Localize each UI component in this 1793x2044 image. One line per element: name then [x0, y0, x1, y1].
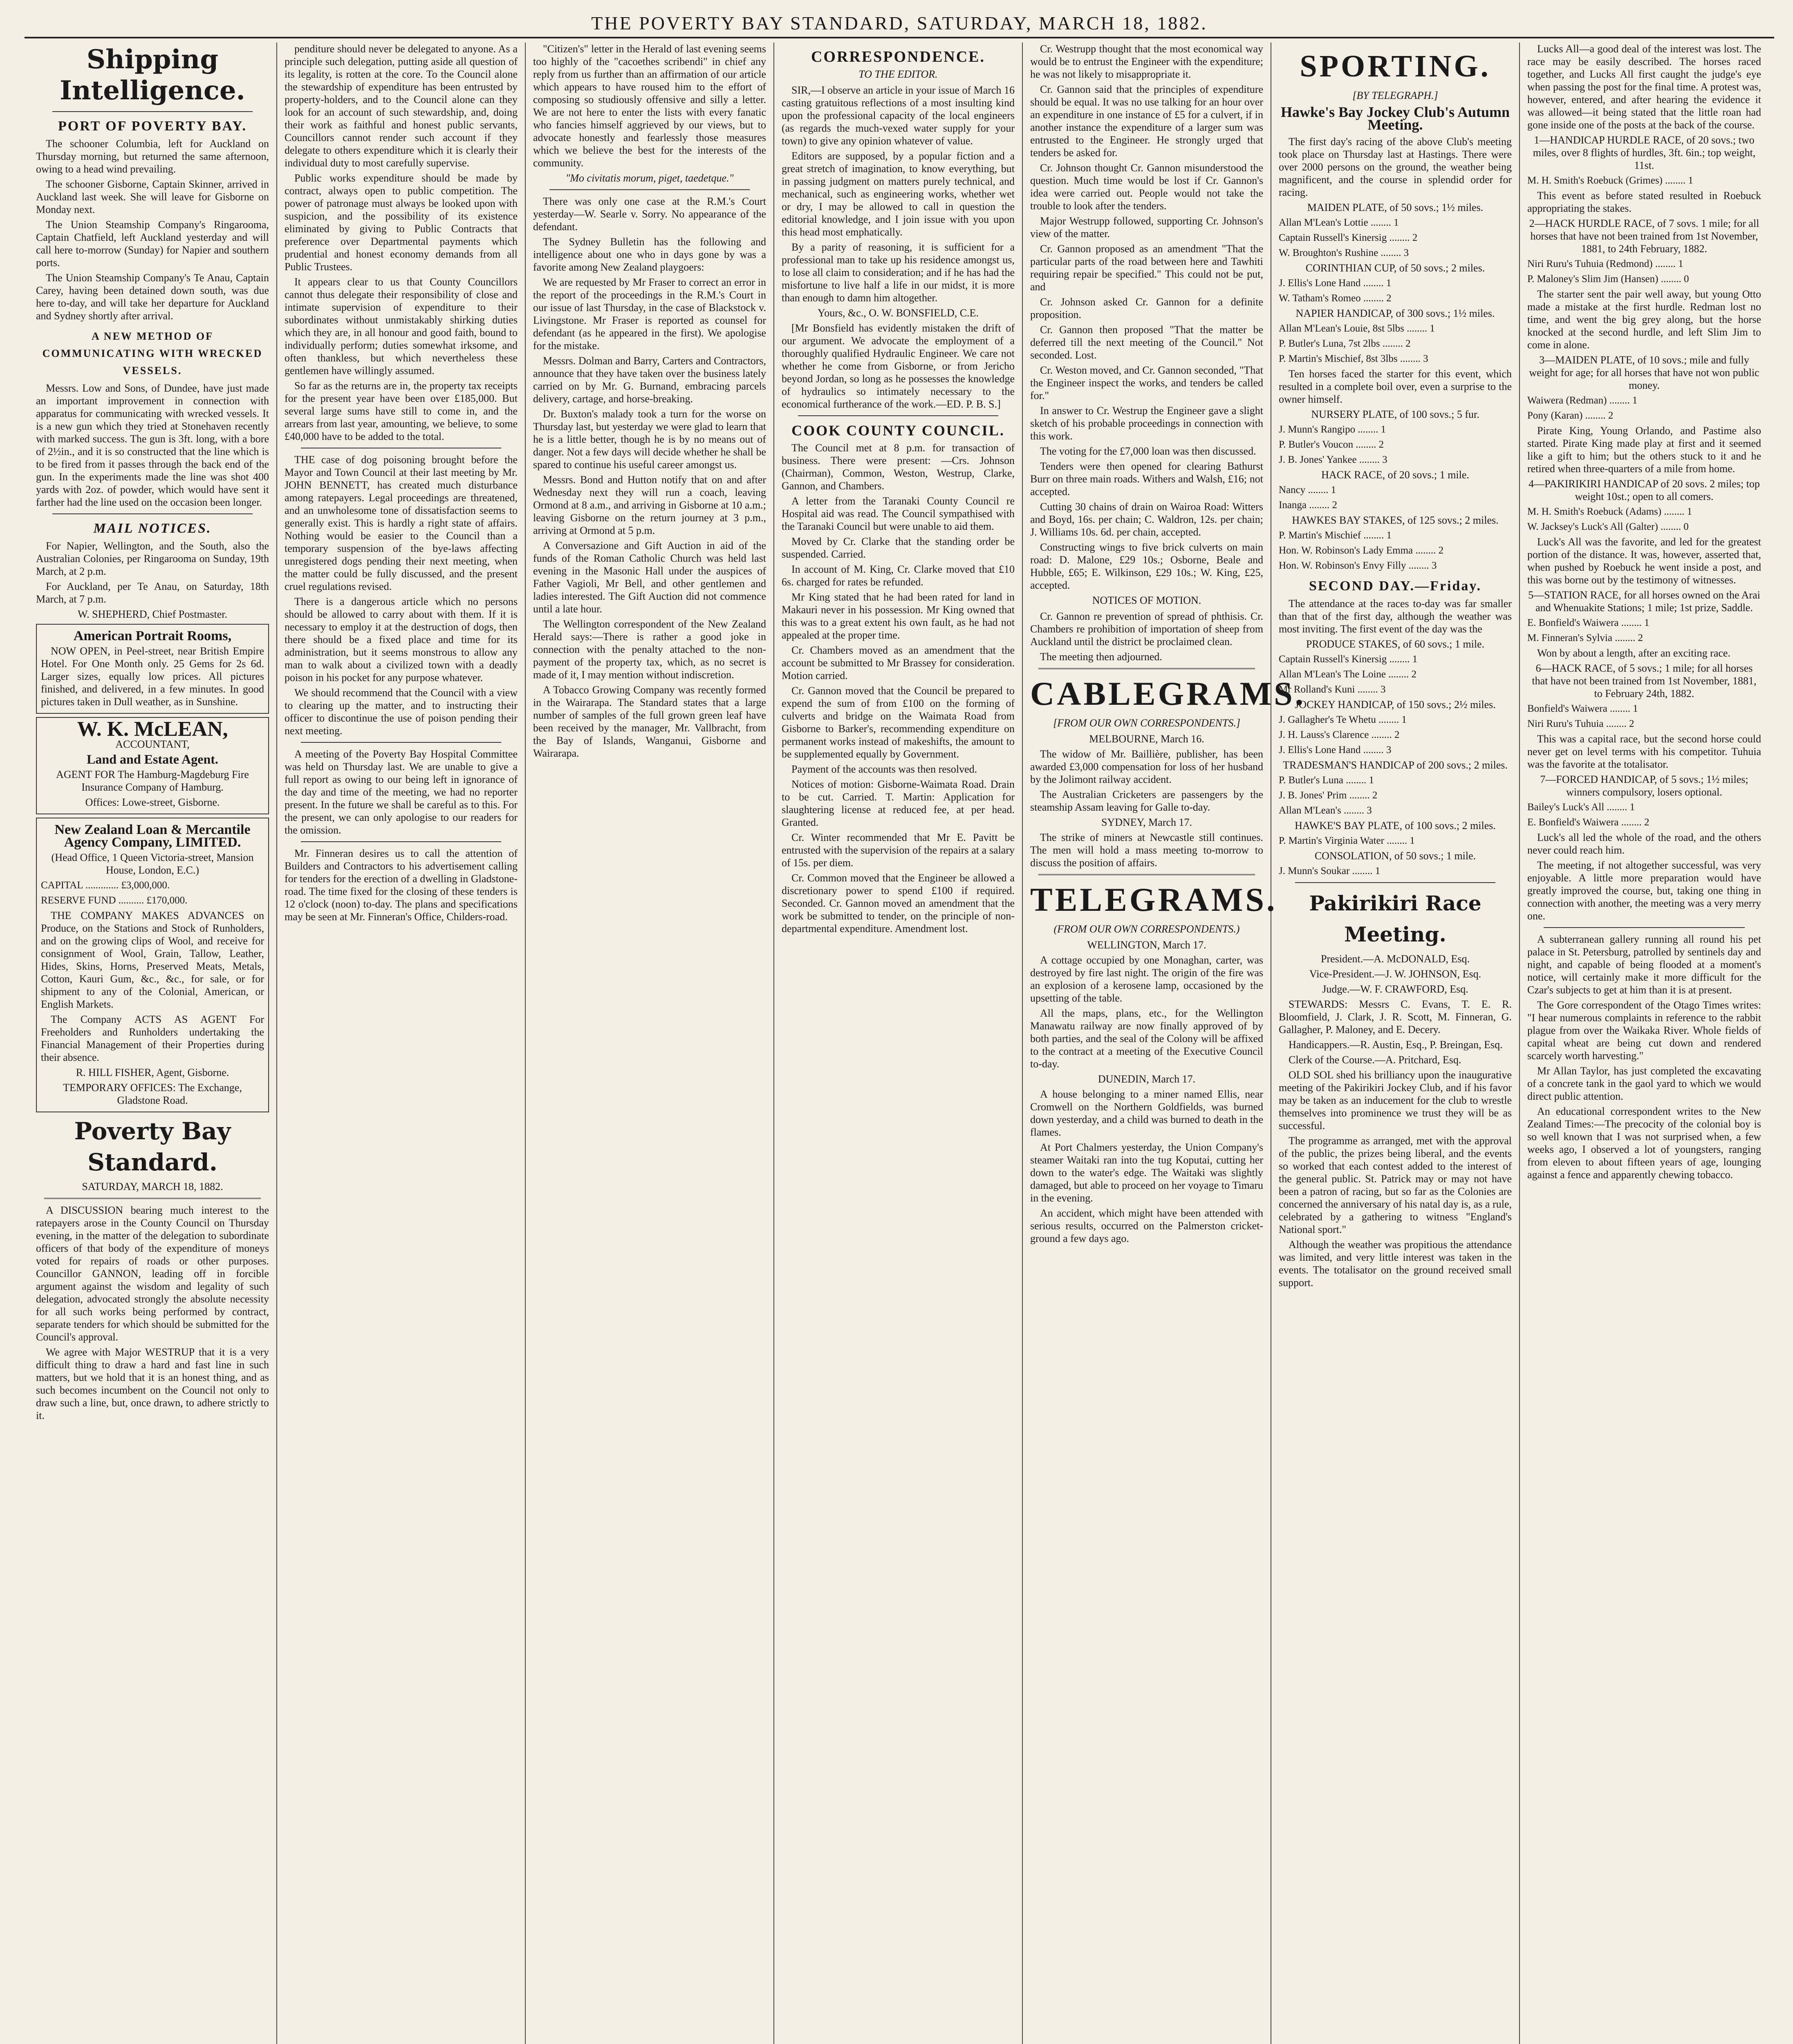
hospital-paragraph: A meeting of the Poverty Bay Hospital Committee was held on Thursday last. We are unable to give a full report as owing to our being left in ignorance of the day and time of the meeting, we had no reporter present. In the future we shall be careful as to this. For the present, we can only apologise to our readers for the omission.	[285, 748, 518, 836]
cable-paragraph: The widow of Mr. Baillière, publisher, has been awarded £3,000 compensation for loss of her husband by the Jolimont railway accident.	[1030, 748, 1263, 785]
column-1	[29, 43, 277, 2044]
council-paragraph: The meeting then adjourned.	[1040, 651, 1162, 663]
cable-paragraph: The Australian Cricketers are passengers by the steamship Assam leaving for Galle to-day.	[1030, 789, 1263, 813]
council-paragraph: Payment of the accounts was then resolved.	[791, 763, 977, 775]
council-paragraph: Constructing wings to five brick culverts on main road: D. Malone, £29 10s.; Osborne, Beale and Hubble, £65; E. Wilkinson, £29 10s.; W. King, £25, accepted.	[1030, 541, 1263, 591]
editor-reply: [Mr Bonsfield has evidently mistaken the drift of our argument. We advocate the employment of a thoroughly qualified Hydraulic Engineer. We care not whether he come from Gisborne, or from Jericho beyond Jordan, so long as he possesses the knowledge of hydraulics so intimately necessary to the economical furtherance of the work.—ED. P. B. S.]	[782, 322, 1015, 410]
telegrams-subheading: (FROM OUR OWN CORRESPONDENTS.)	[1053, 923, 1240, 935]
race-paragraph: Ten horses faced the starter for this event, which resulted in a complete boil over, even a surprise to the owner himself.	[1279, 368, 1512, 405]
race-paragraph: The meeting, if not altogether successful, was very enjoyable. A little more preparation would have greatly improved the course, but, taking one thing in connection with another, the meeting was a very merry one.	[1527, 859, 1761, 922]
race-title: 5—STATION RACE, for all horses owned on the Arai and Whenuakite Stations; 1 mile; 1st prize, Saddle.	[1528, 589, 1760, 614]
portrait-ad-title: American Portrait Rooms,	[73, 628, 232, 643]
race-result: E. Bonfield's Waiwera ........ 2	[1527, 817, 1650, 828]
council-paragraph: Cr. Weston moved, and Cr. Gannon seconded, "That the Engineer inspect the works, and tenders be called for."	[1030, 364, 1263, 401]
council-paragraph: Major Westrupp followed, supporting Cr. Johnson's view of the matter.	[1030, 215, 1263, 240]
mail-notices-heading: MAIL NOTICES.	[93, 521, 212, 536]
sporting-heading: SPORTING.	[1300, 49, 1491, 83]
race-result: Captain Russell's Kinersig ........ 2	[1279, 232, 1418, 243]
race-result: Pony (Karan) ........ 2	[1527, 410, 1614, 421]
race-paragraph: This was a capital race, but the second horse could never get on level terms with his competitor. Tuhuia was the favorite at the totalisator.	[1527, 733, 1761, 770]
race-result: Allan M'Lean's The Loine ........ 2	[1279, 669, 1416, 680]
mail-signature: W. SHEPHERD, Chief Postmaster.	[78, 608, 227, 620]
race-title: 6—HACK RACE, of 5 sovs.; 1 mile; for all horses that have not been trained from 1st November, 1881, to February 24th, 1882.	[1532, 662, 1757, 699]
mclean-ad-subtitle: Land and Estate Agent.	[87, 752, 218, 766]
race-paragraph: Won by about a length, after an exciting race.	[1537, 647, 1730, 659]
shipping-paragraph: The Union Steamship Company's Te Anau, Captain Carey, having been detained down south, was due here to-day, and will take her departure for Auckland and Sydney shortly after arrival.	[36, 272, 269, 322]
race-title: HAWKES BAY STAKES, of 125 sovs.; 2 miles.	[1292, 514, 1499, 526]
race-result: J. Munn's Rangipo ........ 1	[1279, 424, 1386, 435]
dog-poisoning-paragraph: There is a dangerous article which no persons should be allowed to carry about with them. If it is necessary to employ it at the destruction of dogs, then there should be a fixed place and time for its administration, but it seems monstrous to allow any man to walk about a civilized town with a deadly poison in his pocket for any purpose whatever.	[285, 596, 518, 684]
race-result: P. Martin's Mischief, 8st 3lbs ........ 3	[1279, 353, 1428, 364]
hawkes-bay-heading: Hawke's Bay Jockey Club's Autumn Meeting.	[1280, 104, 1510, 133]
council-paragraph: Cr. Gannon proposed as an amendment "That the particular parts of the road between here and Tawhiti requiring repair be specified." This could not be put, and	[1030, 243, 1263, 293]
shipping-paragraph: The schooner Columbia, left for Auckland on Thursday morning, but returned the same afternoon, owing to a head wind prevailing.	[36, 138, 269, 175]
news-paragraph: An educational correspondent writes to the New Zealand Times:—The precocity of the colonial boy is so well known that I was not surprised when, a few weeks ago, I observed a lot of youngsters, ranging from eleven to about fifteen years of age, lounging against a fence and apparently chewing tobacco.	[1527, 1105, 1761, 1181]
race-result: Allan M'Lean's ........ 3	[1279, 805, 1372, 816]
race-paragraph: Lucks All—a good deal of the interest was lost. The race may be easily described. The horses raced together, and Lucks All first caught the judge's eye when passing the post for the final time. A protest was, however, entered, and after hearing the evidence it was allowed—it being stated that the little roan had gone inside one of the posts at the back of the course.	[1527, 43, 1761, 131]
council-paragraph: Moved by Cr. Clarke that the standing order be suspended. Carried.	[782, 536, 1015, 560]
race-result: Hon. W. Robinson's Envy Filly ........ 3	[1279, 560, 1437, 571]
newspaper-columns	[29, 43, 1770, 2044]
divider	[1038, 668, 1255, 669]
column-3	[526, 43, 774, 2044]
council-paragraph: Cr. Gannon moved that the Council be prepared to expend the sum of from £100 on the forming of culverts and bridge on the Waimata Road from Gisborne to Barker's, recommending expenditure on permanent works instead of makeshifts, the amount to be supplemented equally by Government.	[782, 685, 1015, 760]
nzloan-ad-title: New Zealand Loan & Mercantile Agency Company, LIMITED.	[54, 822, 251, 850]
race-result: Mr Rolland's Kuni ........ 3	[1279, 684, 1386, 695]
council-paragraph: Cr. Gannon re prevention of spread of phthisis. Cr. Chambers re prohibition of importation of sheep from Auckland until the district be proclaimed clean.	[1030, 610, 1263, 648]
tenders-paragraph: Mr. Finneran desires us to call the attention of Builders and Contractors to his advertisement calling for tenders for the erection of a dwelling in Gladstone-road. The time fixed for the closing of these tenders is 12 o'clock (noon) to-day. The plans and specifications may be seen at Mr. Finneran's Office, Childers-road.	[285, 847, 518, 923]
race-result: P. Maloney's Slim Jim (Hansen) ........ 0	[1527, 273, 1689, 285]
letter-paragraph: SIR,—I observe an article in your issue of March 16 casting gratuitous reflections of a most insulting kind upon the professional capacity of the local engineers (as regards the much-vexed water supply for your town) to give any opinion whatever of value.	[782, 84, 1015, 147]
divider	[52, 513, 253, 514]
officer-line: Judge.—W. F. CRAWFORD, Esq.	[1322, 983, 1468, 995]
council-paragraph: A letter from the Taranaki County Council re Hospital aid was read. The Council sympathised with the Taranaki Council but were unable to aid them.	[782, 495, 1015, 532]
editorial-paragraph: penditure should never be delegated to anyone. As a principle such delegation, putting aside all question of its legality, is rotten at the core. To the Council alone the stewardship of expenditure has been entrusted by property-holders, and to the Council alone can they look for an account of such stewardship, and, doing their work as faithful and honest public servants, Councillors cannot render such account if they delegate to others expenditure which it is clearly their individual duty to most carefully supervise.	[285, 43, 518, 169]
wrecked-paragraph: Messrs. Low and Sons, of Dundee, have just made an important improvement in connection with apparatus for communicating with wrecked vessels. It is a new gun which they tried at Stonehaven recently with marked success. The gun is 3ft. long, with a bore of 2½in., and it is so constructed that the line which is to be fired from it passes through the back end of the gun. In the experiments made the line was shot 400 yards with 2oz. of powder, which would have sent it farther had the line used on the occasion been longer.	[36, 382, 269, 508]
race-result: Niri Ruru's Tuhuia (Redmond) ........ 1	[1527, 258, 1683, 269]
mclean-ad-subtitle: ACCOUNTANT,	[115, 738, 190, 750]
dog-poisoning-paragraph: THE case of dog poisoning brought before the Mayor and Town Council at their last meeting by Mr. JOHN BENNETT, has created much disturbance among ratepayers. Legal proceedings are threatened, and an unwholesome tone of dissatisfaction seems to generally exist. This is hardly a right state of affairs. Nothing would be easier to the Council than a temporary suspension of the bye-laws affecting unregistered dogs pending their next meeting, when the matter could be fully discussed, and the present cruel regulations revised.	[285, 454, 518, 592]
telegram-paragraph: A house belonging to a miner named Ellis, near Cromwell on the Northern Goldfields, was burned down yesterday, and a child was burned to death in the flames.	[1030, 1088, 1263, 1138]
race-result: P. Martin's Mischief ........ 1	[1279, 530, 1392, 541]
race-result: Niri Ruru's Tuhuia ........ 2	[1527, 718, 1634, 729]
race-result: P. Butler's Luna ........ 1	[1279, 775, 1374, 786]
news-paragraph: A Tobacco Growing Company was recently formed in the Wairarapa. The Standard states that a large number of samples of the full grown green leaf have been received by the manager, Mr. Vallbracht, from the Bay of Islands, Wanganui, Gisborne and Wairarapa.	[533, 684, 766, 759]
telegram-paragraph: An accident, which might have been attended with serious results, occurred on the Palmerston cricket-ground a few days ago.	[1030, 1207, 1263, 1244]
telegram-paragraph: At Port Chalmers yesterday, the Union Company's steamer Waitaki ran into the tug Koputai, cutting her down to the water's edge. The Waitaki was slightly damaged, but able to proceed on her voyage to Timaru in the evening.	[1030, 1141, 1263, 1204]
shipping-paragraph: The schooner Gisborne, Captain Skinner, arrived in Auckland last week. She will leave for Gisborne on Monday next.	[36, 178, 269, 215]
mail-paragraph: For Napier, Wellington, and the South, also the Australian Colonies, per Ringarooma on Sunday, 19th March, at 2 p.m.	[36, 540, 269, 577]
divider	[1038, 874, 1255, 875]
race-result: W. Broughton's Rushine ........ 3	[1279, 247, 1409, 258]
news-paragraph: Messrs. Bond and Hutton notify that on and after Wednesday next they will run a coach, leaving Ormond at 8 a.m., and arriving in Gisborne at 10 a.m.; leaving Gisborne on the return journey at 3 p.m., arriving at Ormond at 5 p.m.	[533, 474, 766, 536]
council-paragraph: The voting for the £7,000 loan was then discussed.	[1040, 445, 1256, 457]
council-heading: COOK COUNTY COUNCIL.	[791, 422, 1005, 439]
race-result: J. Munn's Soukar ........ 1	[1279, 865, 1381, 876]
council-paragraph: Cutting 30 chains of drain on Wairoa Road: Witters and Boyd, 16s. per chain; C. Waldron, 12s. per chain; J. Williams 10s. 6d. per chain, accepted.	[1030, 501, 1263, 538]
divider	[549, 189, 750, 190]
council-paragraph: Cr. Common moved that the Engineer be allowed a discretionary power to spend £100 if required. Seconded. Cr. Gannon moved an amendment that the work be submitted to tender, on the principle of non-departmental expenditure. Amendment lost.	[782, 872, 1015, 935]
race-title: PRODUCE STAKES, of 60 sovs.; 1 mile.	[1306, 638, 1485, 650]
portrait-advertisement	[36, 624, 269, 714]
nzloan-reserve: RESERVE FUND .......... £170,000.	[41, 895, 188, 906]
race-result: Inanga ........ 2	[1279, 500, 1338, 511]
race-result: W. Jacksey's Luck's All (Galter) ........ 0	[1527, 521, 1689, 532]
officer-line: Vice-President.—J. W. JOHNSON, Esq.	[1309, 968, 1481, 980]
council-paragraph: Tenders were then opened for clearing Bathurst Burr on three main roads. Withers and Walsh, £16; not accepted.	[1030, 460, 1263, 498]
sporting-subheading: [BY TELEGRAPH.]	[1352, 90, 1438, 101]
race-paragraph: The first day's racing of the above Club's meeting took place on Thursday last at Hastings. There were over 2000 persons on the ground, the weather being magnificent, and the course in splendid order for racing.	[1279, 136, 1512, 198]
nzloan-paragraph: The Company ACTS AS AGENT For Freeholders and Runholders undertaking the Financial Management of their Properties during their absence.	[41, 1013, 264, 1063]
officer-line: President.—A. McDONALD, Esq.	[1321, 953, 1470, 965]
race-title: HACK RACE, of 20 sovs.; 1 mile.	[1321, 469, 1469, 481]
portrait-ad-text: NOW OPEN, in Peel-street, near British Empire Hotel. For One Month only. 25 Gems for 2s 6d. Larger sizes, equally low prices. All pictures finished, and delivered, in a few minutes. In good pictures taken in Dull weather, as in Sunshine.	[41, 645, 264, 708]
telegram-paragraph: A cottage occupied by one Monaghan, carter, was destroyed by fire last night. The origin of the fire was an explosion of a kerosene lamp, occasioned by the upsetting of the table.	[1030, 954, 1263, 1004]
council-paragraph: Cr. Gannon said that the principles of expenditure should be equal. It was no use talking for an hour over an expenditure in one instance of £5 for a culvert, if in another instance the expenditure of a larger sum was entrusted to the Engineer. He strongly urged that tenders be asked for.	[1030, 83, 1263, 159]
council-paragraph: Cr. Winter recommended that Mr E. Pavitt be entrusted with the supervision of the repairs at a salary of 15s. per diem.	[782, 831, 1015, 869]
race-title: CONSOLATION, of 50 sovs.; 1 mile.	[1314, 850, 1476, 862]
mclean-advertisement	[36, 717, 269, 814]
race-paragraph: Luck's all led the whole of the road, and the others never could reach him.	[1527, 831, 1761, 856]
race-title: TRADESMAN'S HANDICAP of 200 sovs.; 2 miles.	[1283, 759, 1508, 771]
mclean-ad-agent: AGENT FOR The Hamburg-Magdeburg Fire Insurance Company of Hamburg.	[56, 769, 249, 793]
officer-line: STEWARDS: Messrs C. Evans, T. E. R. Bloomfield, J. Clark, J. R. Scott, M. Finneran, G. Gallagher, P. Maloney, and E. Decery.	[1279, 998, 1512, 1035]
council-paragraph: Cr. Westrupp thought that the most economical way would be to entrust the Engineer with the expenditure; he was not likely to misappropriate it.	[1030, 43, 1263, 80]
dateline: WELLINGTON, March 17.	[1087, 939, 1206, 951]
race-result: Nancy ........ 1	[1279, 484, 1336, 495]
dateline: DUNEDIN, March 17.	[1098, 1073, 1196, 1085]
editorial-paragraph: A DISCUSSION bearing much interest to the ratepayers arose in the County Council on Thursday evening, in the matter of the delegation to subordinate officers of that body of the expenditure of moneys voted for repairs of roads or other purposes. Councillor GANNON, leading off in forcible argument against the wisdom and legality of such delegation, advocated strongly the absolute necessity for all such works being performed by contract, separate tenders for which should be submitted for the Council's approval.	[36, 1204, 269, 1343]
race-result: W. Tatham's Romeo ........ 2	[1279, 293, 1392, 304]
telegram-paragraph: All the maps, plans, etc., for the Wellington Manawatu railway are now finally approved of by both parties, and the seal of the Colony will be affixed to the contract at a meeting of the Executive Council to-day.	[1030, 1007, 1263, 1070]
letter-signature: Yours, &c., O. W. BONSFIELD, C.E.	[818, 307, 979, 319]
correspondence-heading: CORRESPONDENCE.	[811, 48, 986, 65]
cable-paragraph: The strike of miners at Newcastle still continues. The men will hold a mass meeting to-morrow to discuss the position of affairs.	[1030, 831, 1263, 869]
officer-line: Handicappers.—R. Austin, Esq., P. Breingan, Esq.	[1289, 1039, 1503, 1051]
race-result: P. Martin's Virginia Water ........ 1	[1279, 835, 1415, 846]
race-paragraph: The programme as arranged, met with the approval of the public, the prizes being liberal, and the events so worked that each contest added to the interest of the general public. St. Patrick may or may not have been a patron of racing, but so far as the Colonies are concerned the anniversary of his natal day is, as a rule, celebrated by a gathering to witness "England's National sport."	[1279, 1135, 1512, 1235]
race-result: E. Bonfield's Waiwera ........ 1	[1527, 617, 1650, 628]
mclean-ad-offices: Offices: Lowe-street, Gisborne.	[85, 796, 220, 808]
editorial-paragraph: Public works expenditure should be made by contract, always open to public competition. The power of patronage must always be looked upon with suspicion, and the possibility of its existence eliminated by giving to Public Contracts that preference over Departmental payments which prudential and honest economy demands from all Public Trustees.	[285, 172, 518, 273]
news-paragraph: The Gore correspondent of the Otago Times writes: "I hear numerous complaints in reference to the rabbit plague from over the Waikaka River. Whole fields of capital wheat are being cut down and rendered scarcely worth harvesting."	[1527, 999, 1761, 1062]
news-paragraph: There was only one case at the R.M.'s Court yesterday—W. Searle v. Sorry. No appearance of the defendant.	[533, 195, 766, 233]
race-title: HAWKE'S BAY PLATE, of 100 sovs.; 2 miles.	[1295, 820, 1496, 831]
cablegrams-heading: CABLEGRAMS.	[1030, 675, 1306, 712]
divider	[301, 841, 501, 842]
editorial-paragraph: It appears clear to us that County Councillors cannot thus delegate their responsibility of close and intimate supervision of expenditure to their subordinates without unmistakably shirking duties which they are, in all honour and good faith, bound to individually perform; duties somewhat irksome, and often thankless, but which nevertheless these gentlemen have willingly assumed.	[285, 276, 518, 377]
council-paragraph: The Council met at 8 p.m. for transaction of business. There were present: —Crs. Johnson (Chairman), Common, Weston, Westrup, Clarke, Gannon, and Chambers.	[782, 442, 1015, 492]
council-paragraph: In account of M. King, Cr. Clarke moved that £10 6s. charged for rates be refunded.	[782, 563, 1015, 588]
news-paragraph: We are requested by Mr Fraser to correct an error in the report of the proceedings in the R.M.'s Court in our issue of last Thursday, in the case of Blackstock v. Livingstone. Mr Fraser is reported as counsel for defendant (as he appeared in the first). We apologise for the mistake.	[533, 276, 766, 352]
news-paragraph: The Wellington correspondent of the New Zealand Herald says:—There is rather a good joke in connection with the penalty attached to the non-payment of the property tax, which, as no secret is made of it, I may mention without indiscretion.	[533, 618, 766, 681]
nzloan-advertisement	[36, 818, 269, 1112]
race-paragraph: Although the weather was propitious the attendance was limited, and very little interest was taken in the events. The totalisator on the ground received small support.	[1279, 1239, 1512, 1289]
dateline: SYDNEY, March 17.	[1101, 816, 1192, 828]
news-paragraph: The Sydney Bulletin has the following and intelligence about one who in days gone by was a favorite among New Zealand playgoers:	[533, 236, 766, 273]
race-result: P. Butler's Luna, 7st 2lbs ........ 2	[1279, 338, 1411, 349]
race-title: MAIDEN PLATE, of 50 sovs.; 1½ miles.	[1307, 202, 1484, 213]
news-paragraph: Dr. Buxton's malady took a turn for the worse on Thursday last, but yesterday we were glad to learn that he is a little better, though he is by no means out of danger. Not a few days will decide whether he shall be spared to continue his useful career amongst us.	[533, 408, 766, 471]
race-result: Bailey's Luck's All ........ 1	[1527, 802, 1635, 813]
council-paragraph: Cr. Johnson asked Cr. Gannon for a definite proposition.	[1030, 296, 1263, 320]
nzloan-paragraph: THE COMPANY MAKES ADVANCES on Produce, on the Stations and Stock of Runholders, and on the growing clips of Wool, and receive for consignment of Wool, Grain, Tallow, Leather, Hides, Skins, Horns, Preserved Meats, Metals, Cotton, Kauri Gum, &c., &c., for sale, or for shipment to any of the Colonial, American, or English Markets.	[41, 910, 264, 1010]
letter-paragraph: Editors are supposed, by a popular fiction and a great stretch of imagination, to know everything, but in passing judgment on matters purely technical, and mechanical, such as engineering works, whether wet or dry, I may be allowed to call in question the editorial knowledge, and I join issue with you upon this head most emphatically.	[782, 150, 1015, 238]
newspaper-title: THE POVERTY BAY STANDARD, SATURDAY, MARCH 18, 1882.	[591, 13, 1208, 34]
divider	[301, 742, 501, 743]
race-paragraph: The attendance at the races to-day was far smaller than that of the first day, although the weather was most inviting. The first event of the day was the	[1279, 598, 1512, 635]
editorial-paragraph: "Citizen's" letter in the Herald of last evening seems too highly of the "cacoethes scribendi" in chief any reply from us further than an affirmation of our article which appears to have roused him to the effort of composing so studiously offensive and silly a letter. We are not here to enter the lists with every fanatic who fancies himself aggrieved by our views, but to advocate honestly and fearlessly those measures which we believe the best for the interests of the community.	[533, 43, 766, 169]
race-result: M. H. Smith's Roebuck (Adams) ........ 1	[1527, 506, 1692, 517]
council-paragraph: Cr. Johnson thought Cr. Gannon misunderstood the question. Much time would be lost if Cr. Gannon's idea were carried out. People would not take the trouble to look after the tenders.	[1030, 162, 1263, 212]
race-result: J. Gallagher's Te Whetu ........ 1	[1279, 714, 1407, 725]
nzloan-capital: CAPITAL ............. £3,000,000.	[41, 880, 170, 891]
race-result: J. B. Jones' Yankee ........ 3	[1279, 454, 1387, 465]
column-4	[774, 43, 1023, 2044]
news-paragraph: A Conversazione and Gift Auction in aid of the funds of the Roman Catholic Church was held last evening in the Masonic Hall under the auspices of Father Vagioli, Mr Bell, and other gentlemen and ladies interested. The Gift Auction did not commence until a late hour.	[533, 540, 766, 615]
race-result: J. Ellis's Lone Hand ........ 3	[1279, 744, 1392, 755]
race-result: Allan M'Lean's Louie, 8st 5lbs ........ 1	[1279, 323, 1435, 334]
race-title: NAPIER HANDICAP, of 300 sovs.; 1½ miles.	[1295, 307, 1495, 319]
mail-paragraph: For Auckland, per Te Anau, on Saturday, 18th March, at 7 p.m.	[36, 580, 269, 605]
race-title: 7—FORCED HANDICAP, of 5 sovs.; 1½ miles; winners compulsory, losers optional.	[1540, 773, 1748, 798]
column-6	[1271, 43, 1520, 2044]
column-7	[1520, 43, 1768, 2044]
race-title: 4—PAKIRIKIRI HANDICAP of 20 sovs. 2 miles; top weight 10st.; open to all comers.	[1529, 478, 1760, 502]
news-paragraph: Mr Allan Taylor, has just completed the excavating of a concrete tank in the gaol yard to which we would direct public attention.	[1527, 1065, 1761, 1102]
race-result: Captain Russell's Kinersig ........ 1	[1279, 654, 1418, 665]
race-result: Hon. W. Robinson's Lady Emma ........ 2	[1279, 545, 1444, 556]
race-result: Bonfield's Waiwera ........ 1	[1527, 703, 1638, 714]
race-title: CORINTHIAN CUP, of 50 sovs.; 2 miles.	[1305, 262, 1485, 274]
cablegrams-subheading: [FROM OUR OWN CORRESPONDENTS.]	[1053, 717, 1240, 729]
nzloan-signature: R. HILL FISHER, Agent, Gisborne.	[76, 1067, 229, 1078]
masthead	[25, 7, 1774, 38]
wrecked-vessels-heading: A NEW METHOD OF COMMUNICATING WITH WRECKED VESSELS.	[42, 330, 263, 377]
divider	[44, 1198, 261, 1199]
council-paragraph: Mr King stated that he had been rated for land in Makauri never in his possession. Mr King owned that this was to a great extent his own fault, as he had not appealed at the proper time.	[782, 591, 1015, 641]
council-paragraph: In answer to Cr. Westrup the Engineer gave a slight sketch of his probable proceedings in connection with this work.	[1030, 405, 1263, 442]
standard-date: SATURDAY, MARCH 18, 1882.	[82, 1181, 223, 1192]
shipping-heading: Shipping Intelligence.	[60, 44, 245, 106]
news-paragraph: Messrs. Dolman and Barry, Carters and Contractors, announce that they have taken over the business lately carried on by Mr. G. Burnand, embracing parcels delivery, cartage, and horse-breaking.	[533, 355, 766, 405]
race-title: 3—MAIDEN PLATE, of 10 sovs.; mile and fully weight for age; for all horses that have not won public money.	[1529, 354, 1759, 391]
race-title: 1—HANDICAP HURDLE RACE, of 20 sovs.; two miles, over 8 flights of hurdles, 3ft. 6in.; top weight, 11st.	[1533, 134, 1756, 171]
port-heading: PORT OF POVERTY BAY.	[58, 119, 247, 134]
race-result: J. Ellis's Lone Hand ........ 1	[1279, 278, 1392, 289]
notices-heading: NOTICES OF MOTION.	[1092, 594, 1201, 606]
race-title: 2—HACK HURDLE RACE, of 7 sovs. 1 mile; for all horses that have not been trained from 1st November, 1881, to 24th February, 1882.	[1529, 217, 1759, 255]
telegrams-heading: TELEGRAMS.	[1030, 881, 1278, 918]
race-paragraph: This event as before stated resulted in Roebuck appropriating the stakes.	[1527, 190, 1761, 214]
column-2	[277, 43, 526, 2044]
race-paragraph: Pirate King, Young Orlando, and Pastime also started. Pirate King made play at first and it seemed like a gift to him; but the others stuck to it and he retired when three-quarters of a mile from home.	[1527, 425, 1761, 475]
dateline: MELBOURNE, March 16.	[1089, 733, 1204, 745]
latin-quote: "Mo civitatis morum, piget, taedetque."	[565, 172, 734, 184]
divider	[798, 415, 998, 416]
race-result: J. H. Lauss's Clarence ........ 2	[1279, 729, 1400, 740]
divider	[1295, 882, 1495, 883]
shipping-paragraph: The Union Steamship Company's Ringarooma, Captain Chatfield, left Auckland yesterday and will call here to-morrow (Sunday) for Napier and southern ports.	[36, 219, 269, 269]
race-result: M. Finneran's Sylvia ........ 2	[1527, 632, 1643, 643]
mclean-ad-title: W. K. McLEAN,	[77, 717, 228, 741]
race-result: Waiwera (Redman) ........ 1	[1527, 395, 1638, 406]
council-paragraph: Cr. Gannon then proposed "That the matter be deferred till the next meeting of the Council." Not seconded. Lost.	[1030, 324, 1263, 361]
divider	[52, 111, 253, 112]
race-paragraph: Luck's All was the favorite, and led for the greatest portion of the distance. It was, however, asserted that, when pushed by Roebuck he went inside a post, and this was borne out by the testimony of witnesses.	[1527, 536, 1761, 586]
race-title: NURSERY PLATE, of 100 sovs.; 5 fur.	[1311, 408, 1479, 420]
editorial-paragraph: So far as the returns are in, the property tax receipts for the present year have been over £185,000. But several large sums have still to come in, and the arrears from last year, amounting, we believe, to some £40,000 have to be added to the total.	[285, 380, 518, 442]
column-5	[1023, 43, 1306, 2044]
race-result: Allan M'Lean's Lottie ........ 1	[1279, 217, 1399, 228]
pakirikiri-heading: Pakirikiri Race Meeting.	[1309, 891, 1481, 946]
nzloan-temporary-office: TEMPORARY OFFICES: The Exchange, Gladstone Road.	[63, 1082, 242, 1106]
standard-heading: Poverty Bay Standard.	[74, 1117, 231, 1176]
race-title: JOCKEY HANDICAP, of 150 sovs.; 2½ miles.	[1295, 699, 1496, 710]
nzloan-office: (Head Office, 1 Queen Victoria-street, Mansion House, London, E.C.)	[51, 852, 254, 876]
letter-paragraph: By a parity of reasoning, it is sufficient for a professional man to take up his residence amongst us, to lose all claim to consideration; and if he has had the misfortune to live half a life in our midst, it is more than enough to damn him altogether.	[782, 241, 1015, 304]
race-paragraph: The starter sent the pair well away, but young Otto made a mistake at the first hurdle. Redman lost no time, and went the big grey along, but the horse knocked at the second hurdle, and left Slim Jim to come in alone.	[1527, 288, 1761, 351]
divider	[1544, 927, 1745, 928]
council-paragraph: Notices of motion: Gisborne-Waimata Road. Drain to be cut. Carried. T. Martin: Application for slaughtering license at reduced fee, at per head. Granted.	[782, 778, 1015, 828]
dog-poisoning-paragraph: We should recommend that the Council with a view to clearing up the matter, and to instructing their officer to discontinue the use of poison pending their next meeting.	[285, 687, 518, 737]
second-day-heading: SECOND DAY.—Friday.	[1309, 578, 1481, 594]
race-result: M. H. Smith's Roebuck (Grimes) ........ 1	[1527, 175, 1693, 186]
officer-line: Clerk of the Course.—A. Pritchard, Esq.	[1289, 1054, 1461, 1066]
race-paragraph: OLD SOL shed his brilliancy upon the inaugurative meeting of the Pakirikiri Jockey Club, and if his favor may be taken as an inducement for the club to wrestle themselves into prominence we trust they will be as successful.	[1279, 1069, 1512, 1132]
correspondence-subheading: TO THE EDITOR.	[858, 68, 938, 80]
race-result: P. Butler's Voucon ........ 2	[1279, 439, 1384, 450]
council-paragraph: Cr. Chambers moved as an amendment that the account be submitted to Mr Brassey for consideration. Motion carried.	[782, 644, 1015, 681]
race-result: J. B. Jones' Prim ........ 2	[1279, 790, 1378, 801]
news-paragraph: A subterranean gallery running all round his pet palace in St. Petersburg, patrolled by sentinels day and night, and capable of being flooded at a moment's notice, will certainly make it more difficult for the Czar's subjects to get at him than it is at present.	[1527, 933, 1761, 996]
editorial-paragraph: We agree with Major WESTRUP that it is a very difficult thing to draw a hard and fast line in such matters, but we hold that it is an honest thing, and as such becomes incumbent on the Council not only to draw such a line, but, once drawn, to adhere strictly to it.	[36, 1346, 269, 1421]
